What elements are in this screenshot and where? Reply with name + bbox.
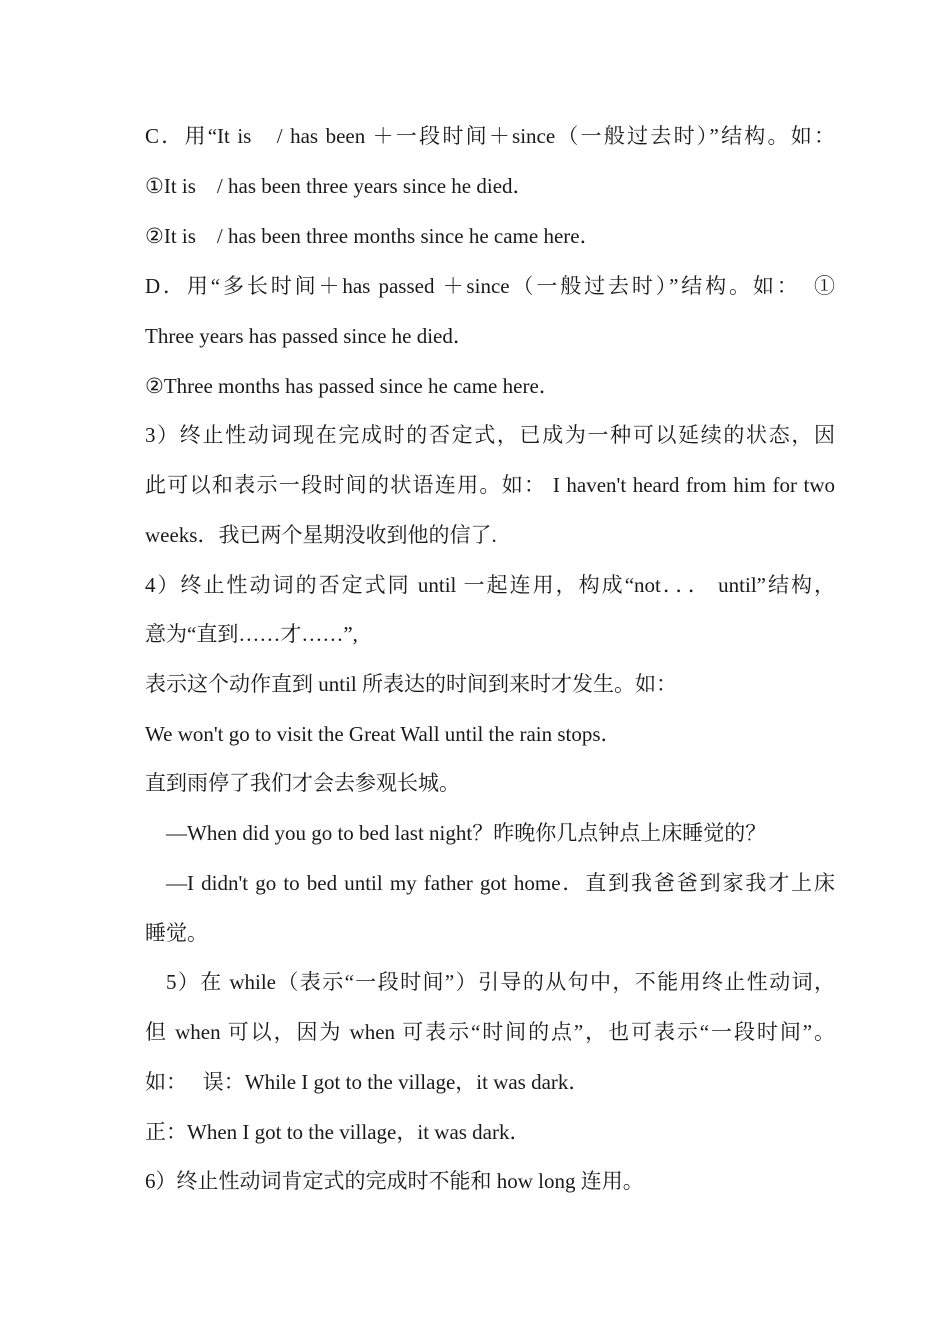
text-line-12: 表示这个动作直到 until 所表达的时间到来时才发生。如：: [145, 672, 678, 696]
text-line-19: 但 when 可以，因为 when 可表示“时间的点”，也可表示“一段时间”。: [145, 1020, 835, 1044]
text-line-1: C．用“It is / has been ＋一段时间＋since（一般过去时）”结构。如：: [145, 124, 835, 148]
text-line-14: 直到雨停了我们才会去参观长城。: [145, 771, 460, 795]
text-line-7: 3）终止性动词现在完成时的否定式，已成为一种可以延续的状态，因: [145, 423, 835, 447]
text-line-18: 5）在 while（表示“一段时间”）引导的从句中，不能用终止性动词，: [166, 970, 835, 994]
text-line-2: ①It is / has been three years since he died．: [145, 174, 534, 198]
text-line-15: —When did you go to bed last night？昨晚你几点钟点上床睡觉的？: [166, 821, 767, 845]
text-line-5: Three years has passed since he died．: [145, 324, 474, 348]
text-line-17: 睡觉。: [145, 921, 208, 945]
text-line-22: 6）终止性动词肯定式的完成时不能和 how long 连用。: [145, 1169, 644, 1193]
text-line-16: —I didn't go to bed until my father got home．直到我爸爸到家我才上床: [166, 871, 835, 895]
text-line-6: ②Three months has passed since he came here．: [145, 374, 560, 398]
text-line-3: ②It is / has been three months since he came here．: [145, 224, 601, 248]
text-line-21: 正：When I got to the village，it was dark．: [145, 1120, 531, 1144]
text-line-11: 意为“直到……才……”,: [145, 622, 358, 646]
text-line-4: D．用“多长时间＋has passed ＋since（一般过去时）”结构。如： ①: [145, 274, 835, 298]
text-line-20: 如： 误：While I got to the village，it was dark．: [145, 1070, 590, 1094]
text-line-9: weeks．我已两个星期没收到他的信了.: [145, 523, 497, 547]
text-line-10: 4）终止性动词的否定式同 until 一起连用，构成“not．．． until”结构，: [145, 573, 835, 597]
text-line-8: 此可以和表示一段时间的状语连用。如： I haven't heard from him for two: [145, 473, 835, 497]
text-line-13: We won't go to visit the Great Wall until the rain stops．: [145, 722, 622, 746]
